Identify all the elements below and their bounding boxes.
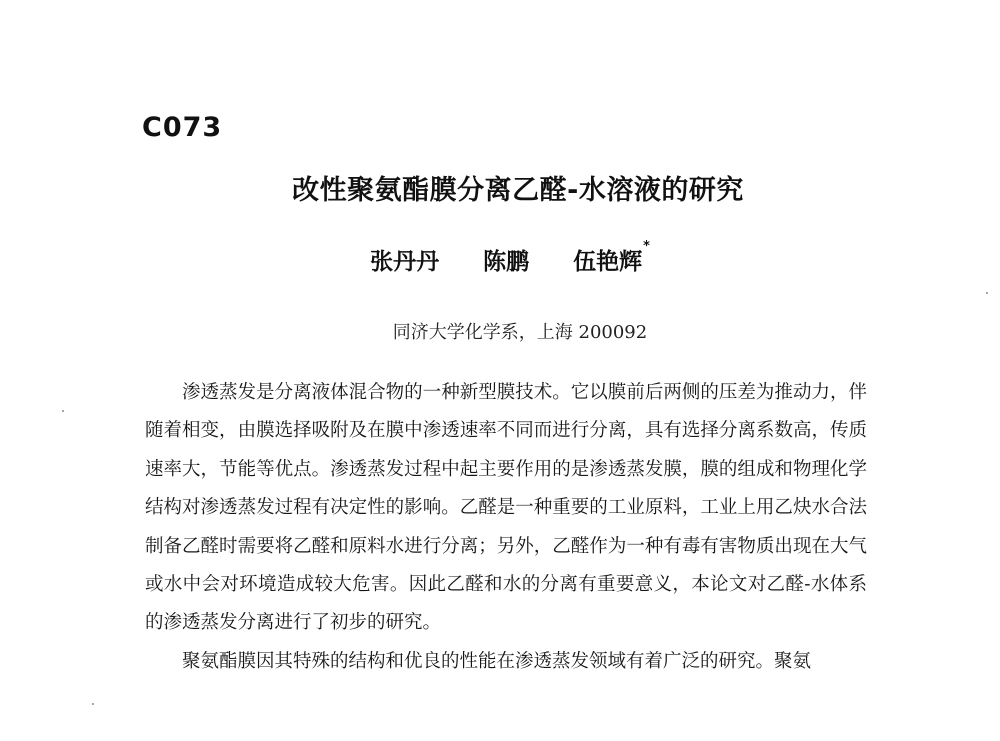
scan-speck	[986, 292, 988, 294]
corresponding-author-mark: *	[643, 239, 650, 254]
author-list	[0, 239, 1000, 276]
paper-title: 改性聚氨酯膜分离乙醛-水溶液的研究	[292, 175, 744, 206]
body-paragraph: 渗透蒸发是分离液体混合物的一种新型膜技术。它以膜前后两侧的压差为推动力，伴随着相变，由膜选择吸附及在膜中渗透速率不同而进行分离，具有选择分离系数高，传质速率大，节能等优点。渗透蒸发过程中起主要作用的是渗透蒸发膜，膜的组成和物理化学结构对渗透蒸发过程有决定性的影响。乙醛是一种重要的工业原料，工业上用乙炔水合法制备乙醛时需要将乙醛和原料水进行分离；另外，乙醛作为一种有毒有害物质出现在大气或水中会对环境造成较大危害。因此乙醛和水的分离有重要意义，本论文对乙醛-水体系的渗透蒸发分离进行了初步的研究。	[145, 382, 867, 634]
affiliation: 同济大学化学系，上海 200092	[392, 322, 648, 343]
scan-speck	[62, 410, 64, 412]
author-name: 陈鹏	[483, 249, 530, 275]
author-name: 张丹丹	[370, 249, 440, 275]
scan-speck	[92, 703, 94, 705]
body-paragraph: 聚氨酯膜因其特殊的结构和优良的性能在渗透蒸发领域有着广泛的研究。聚氨	[182, 650, 812, 672]
paper-code: C073	[142, 112, 223, 143]
paper-body	[145, 374, 867, 681]
author-name: 伍艳辉*	[573, 239, 650, 275]
